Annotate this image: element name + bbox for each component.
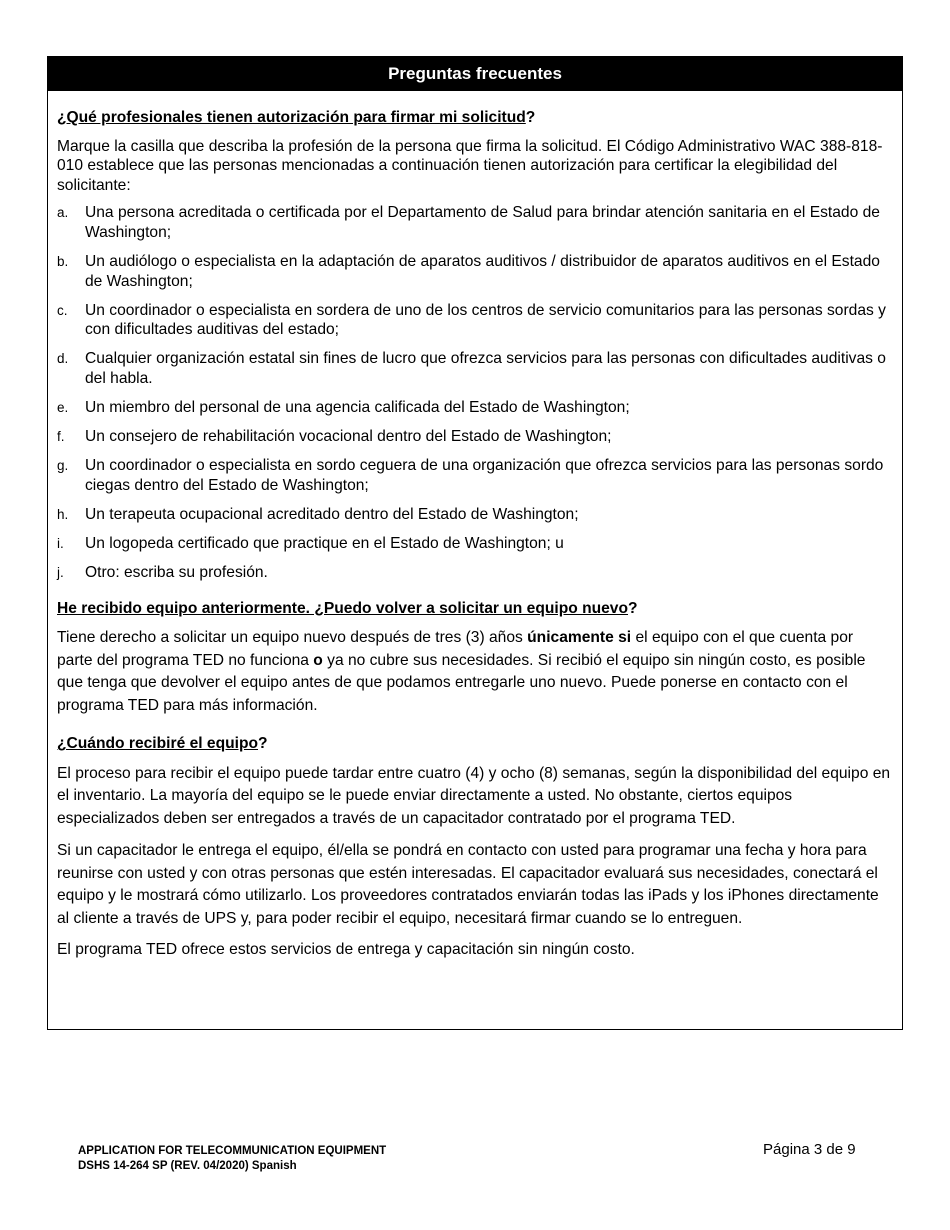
list-item: f. Un consejero de rehabilitación vocacional dentro del Estado de Washington; [57,428,612,446]
list-item: b. Un audiólogo o especialista en la adaptación de aparatos auditivos / distribuidor de aparatos auditivos en el Estado de Washington; [57,253,880,290]
delivery-time-paragraph: El proceso para recibir el equipo puede tardar entre cuatro (4) y ocho (8) semanas, según la disponibilidad del equipo en el inventario. La mayoría del equipo se le puede enviar directamente a usted. No obstante, ciertos equipos especializados deben ser entregados a través de un capacitador contratado por el programa TED. [57,764,891,827]
list-item: h. Un terapeuta ocupacional acreditado dentro del Estado de Washington; [57,506,579,523]
professional-list [57,203,892,582]
question-authorized-professionals: ¿Qué profesionales tienen autorización para firmar mi solicitud? [57,109,536,126]
question-new-equipment: He recibido equipo anteriormente. ¿Puedo volver a solicitar un equipo nuevo? [57,599,638,617]
list-item: c. Un coordinador o especialista en sordera de uno de los centros de servicio comunitarios para las personas sordas y con dificultades auditivas del estado; [57,301,886,339]
faq-header: Preguntas frecuentes [48,57,902,91]
faq-content [48,108,902,962]
question-when-equipment: ¿Cuándo recibiré el equipo? [57,735,268,753]
list-item: i. Un logopeda certificado que practique en el Estado de Washington; u [57,535,564,553]
list-item: a. Una persona acreditada o certificada por el Departamento de Salud para brindar atención sanitaria en el Estado de Washington; [57,204,880,241]
list-item: d. Cualquier organización estatal sin fines de lucro que ofrezca servicios para las personas con dificultades auditivas o del habla. [57,350,886,388]
new-equipment-paragraph: Tiene derecho a solicitar un equipo nuevo después de tres (3) años únicamente si el equipo con el que cuenta por parte del programa TED no funciona o ya no cubre sus necesidades. Si recibió el equipo sin ningún costo, es posible que tenga que devolver el equipo antes de que podamos entregarle uno nuevo. Puede ponerse en contacto con el programa TED para más información. [57,629,866,714]
list-item: g. Un coordinador o especialista en sordo ceguera de una organización que ofrezca servicios para las personas sordo ciegas dentro del Estado de Washington; [57,457,884,494]
list-item: j. Otro: escriba su profesión. [57,564,268,582]
form-title: APPLICATION FOR TELECOMMUNICATION EQUIPMENT [78,1145,387,1157]
form-footer [78,1144,386,1174]
faq-box [47,56,903,1030]
form-code: DSHS 14-264 SP (REV. 04/2020) Spanish [78,1160,297,1172]
list-item: e. Un miembro del personal de una agencia calificada del Estado de Washington; [57,399,630,417]
page-number: Página 3 de 9 [763,1141,856,1158]
authorized-intro: Marque la casilla que describa la profesión de la persona que firma la solicitud. El Código Administrativo WAC 388-818-010 establece que las personas mencionadas a continuación tienen autorización para certificar la elegibilidad del solicitante: [57,137,883,194]
no-cost-paragraph: El programa TED ofrece estos servicios de entrega y capacitación sin ningún costo. [57,941,635,959]
trainer-paragraph: Si un capacitador le entrega el equipo, él/ella se pondrá en contacto con usted para programar una fecha y hora para reunirse con usted y con otras personas que estén interesadas. El capacitador evaluará sus necesidades, conectará el equipo y le mostrará cómo utilizarlo. Los proveedores contratados enviarán todas las iPads y los iPhones directamente al cliente a través de UPS y, para poder recibir el equipo, necesitará firmar cuando se lo entreguen. [57,842,879,927]
